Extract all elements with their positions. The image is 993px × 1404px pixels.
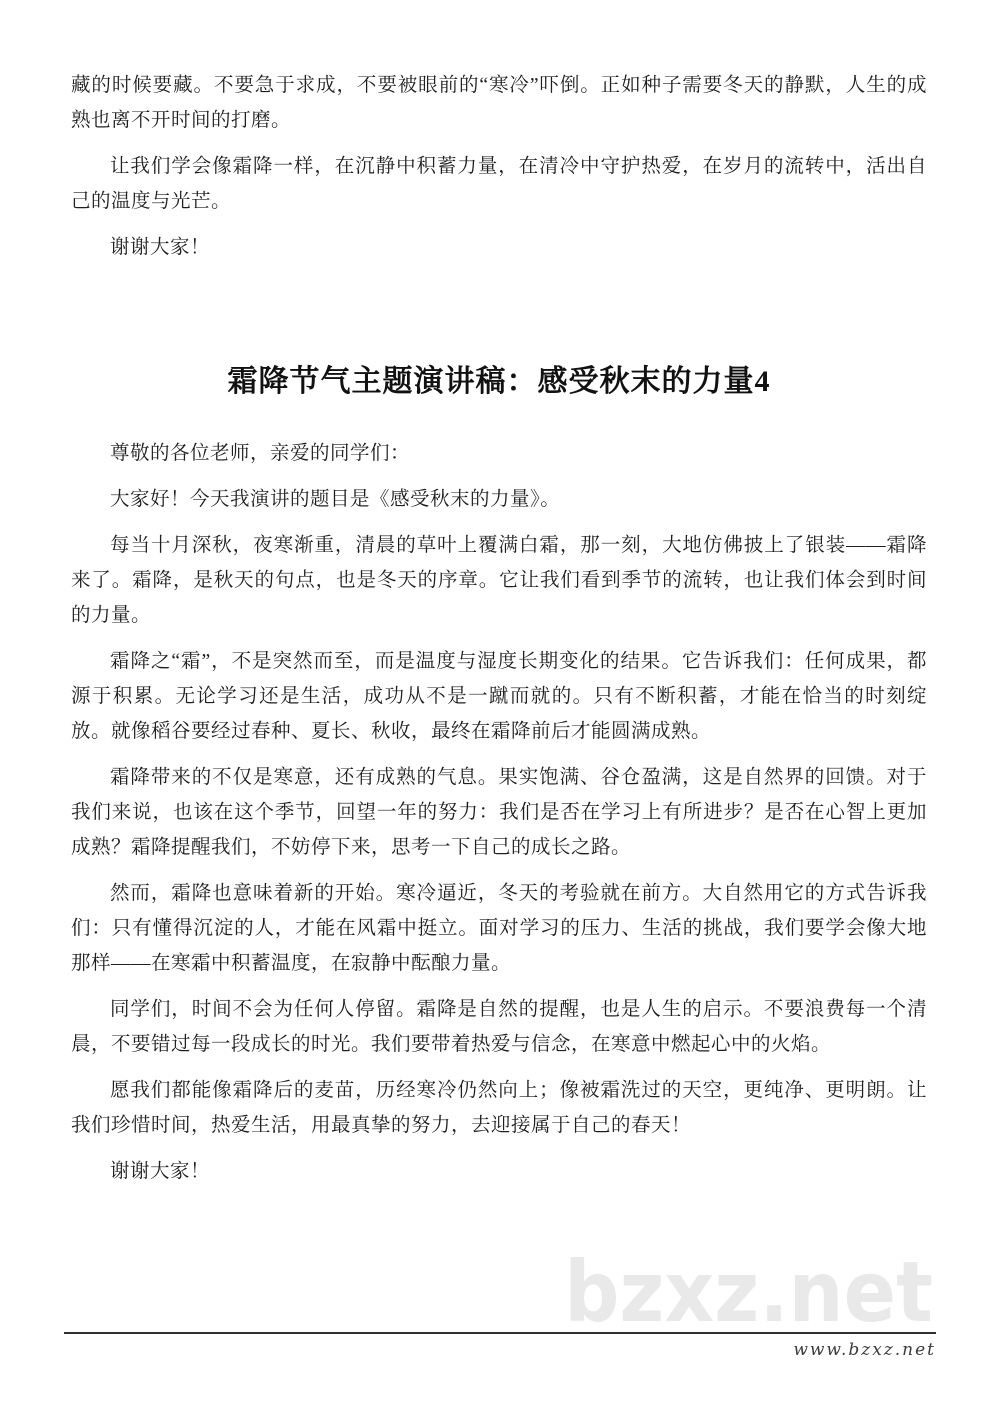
article-closing-thanks: 谢谢大家！ bbox=[110, 1161, 211, 1182]
article-paragraph: 霜降之“霜”，不是突然而至，而是温度与湿度长期变化的结果。它告诉我们：任何成果，都源于积累。无论学习还是生活，成功从不是一蹴而就的。只有不断积蓄，才能在恰当的时刻绽放。就像稻谷要经过春种、夏长、秋收，最终在霜降前后才能圆满成熟。 bbox=[71, 651, 927, 742]
prev-section-closing-thanks: 谢谢大家！ bbox=[110, 237, 211, 258]
article-paragraph: 霜降带来的不仅是寒意，还有成熟的气息。果实饱满、谷仓盈满，这是自然界的回馈。对于我们来说，也该在这个季节，回望一年的努力：我们是否在学习上有所进步？是否在心智上更加成熟？霜降提醒我们，不妨停下来，思考一下自己的成长之路。 bbox=[71, 767, 927, 858]
article-paragraph: 同学们，时间不会为任何人停留。霜降是自然的提醒，也是人生的启示。不要浪费每一个清晨，不要错过每一段成长的时光。我们要带着热爱与信念，在寒意中燃起心中的火焰。 bbox=[71, 999, 927, 1055]
article-paragraph: 愿我们都能像霜降后的麦苗，历经寒冷仍然向上；像被霜洗过的天空，更纯净、更明朗。让我们珍惜时间，热爱生活，用最真挚的努力，去迎接属于自己的春天！ bbox=[71, 1080, 927, 1136]
article-salutation: 尊敬的各位老师，亲爱的同学们： bbox=[110, 443, 411, 464]
document-content bbox=[71, 68, 927, 1200]
footer-divider bbox=[64, 1332, 936, 1334]
article-paragraph: 每当十月深秋，夜寒渐重，清晨的草叶上覆满白霜，那一刻，大地仿佛披上了银装——霜降来了。霜降，是秋天的句点，也是冬天的序章。它让我们看到季节的流转，也让我们体会到时间的力量。 bbox=[71, 535, 927, 626]
prev-section-paragraph: 让我们学会像霜降一样，在沉静中积蓄力量，在清冷中守护热爱，在岁月的流转中，活出自己的温度与光芒。 bbox=[71, 156, 927, 212]
article-greeting: 大家好！今天我演讲的题目是《感受秋末的力量》。 bbox=[110, 489, 561, 510]
article-title: 霜降节气主题演讲稿：感受秋末的力量4 bbox=[227, 365, 771, 398]
article-paragraph: 然而，霜降也意味着新的开始。寒冷逼近，冬天的考验就在前方。大自然用它的方式告诉我们：只有懂得沉淀的人，才能在风霜中挺立。面对学习的压力、生活的挑战，我们要学会像大地那样——在寒霜中积蓄温度，在寂静中酝酿力量。 bbox=[71, 883, 927, 974]
watermark-logo: bzxz.net bbox=[564, 1243, 933, 1341]
footer-url: www.bzxz.net bbox=[793, 1340, 936, 1360]
prev-section-paragraph-continuation: 藏的时候要藏。不要急于求成，不要被眼前的“寒冷”吓倒。正如种子需要冬天的静默，人生的成熟也离不开时间的打磨。 bbox=[71, 75, 927, 131]
